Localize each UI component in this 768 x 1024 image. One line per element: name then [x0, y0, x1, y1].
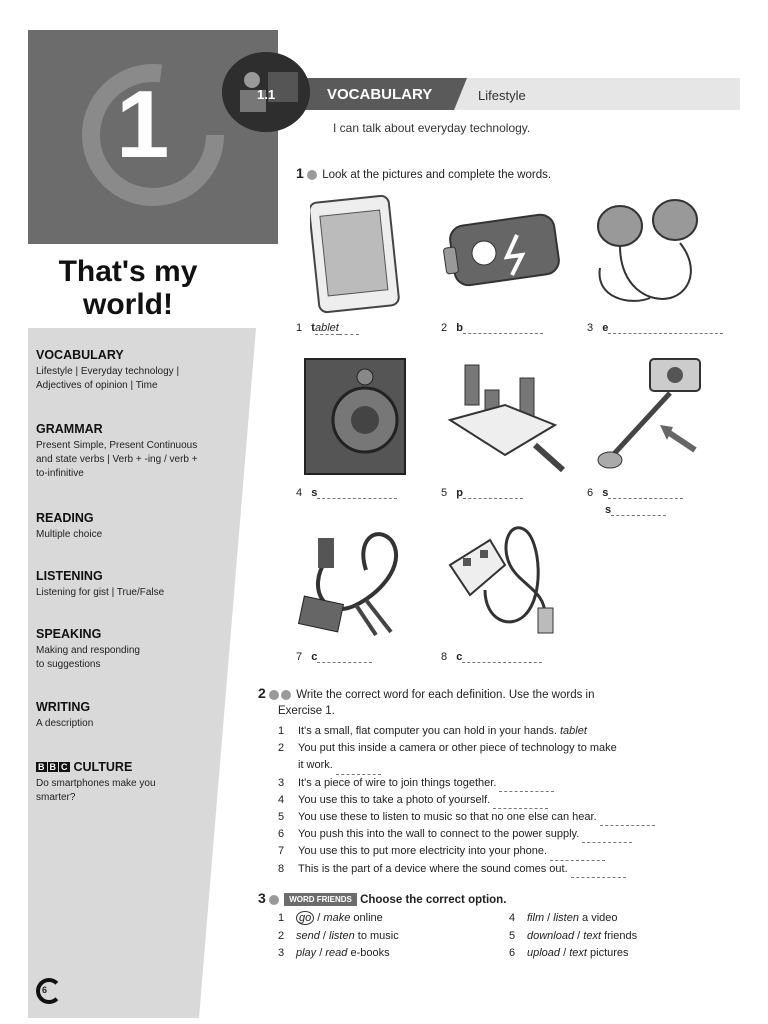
option-a[interactable]: upload	[527, 947, 561, 959]
list-item: 2 You put this inside a camera or other piece of technology to make it work.	[278, 740, 718, 774]
sidebar-culture	[36, 760, 236, 805]
sidebar-line: smarter?	[36, 792, 76, 803]
unit-title	[28, 255, 228, 321]
ex2-answer-input[interactable]	[571, 867, 626, 878]
difficulty-dot-icon	[281, 690, 291, 700]
sidebar-writing	[36, 700, 236, 731]
option-a[interactable]: film	[527, 912, 545, 924]
sidebar-line: to-infinitive	[36, 468, 84, 479]
list-item: 1 go / make online	[278, 912, 383, 924]
ex1-answer-input[interactable]	[317, 652, 372, 663]
page-number-badge	[36, 978, 62, 1004]
option-b[interactable]: listen	[329, 929, 355, 942]
exercise-instruction: Exercise 1.	[278, 705, 335, 717]
unit-title-line1: That's my	[58, 255, 198, 288]
sidebar-line: Do smartphones make you	[36, 778, 156, 789]
ex1-item-4: 4 s	[296, 487, 397, 499]
ex2-answer-input[interactable]: tablet	[559, 725, 587, 737]
exercise-number: 2	[258, 685, 266, 701]
ex2-list	[278, 723, 718, 878]
ex2-header	[258, 685, 678, 719]
ex1-item-6: 6 s	[587, 487, 683, 499]
cable-icon	[296, 520, 414, 640]
unit-title-line2: world!	[83, 288, 173, 321]
word-friends-badge: WORD FRIENDS	[284, 893, 357, 906]
option-b[interactable]: read	[325, 947, 348, 959]
sidebar-vocabulary	[36, 348, 236, 393]
sidebar-heading: SPEAKING	[36, 627, 102, 641]
ex3-header	[258, 890, 506, 906]
ex1-answer-input[interactable]	[462, 652, 542, 663]
list-item: 5 You use these to listen to music so that no one else can hear.	[278, 809, 718, 826]
speaker-icon	[303, 355, 411, 477]
sidebar-line: Present Simple, Present Continuous	[36, 440, 198, 451]
ex1-item-8: 8 c	[441, 651, 542, 663]
option-a[interactable]: play	[296, 947, 317, 959]
list-item: 3 It's a piece of wire to join things together.	[278, 775, 718, 792]
exercise-instruction: Write the correct word for each definition. Use the words in	[296, 689, 595, 701]
sidebar-reading	[36, 511, 236, 542]
sidebar-line: Multiple choice	[36, 529, 103, 540]
ex1-item-1: 1 tablet	[296, 322, 359, 335]
charger-icon	[445, 520, 555, 640]
ex1-answer-input[interactable]	[608, 488, 683, 499]
ex2-answer-input[interactable]	[582, 832, 632, 843]
sidebar-heading: B B C CULTURE	[38, 760, 133, 774]
sidebar-line: Lifestyle | Everyday technology |	[36, 366, 180, 377]
list-item: 7 You use this to put more electricity into your phone.	[278, 843, 718, 860]
ex1-item-2: 2 b	[441, 322, 543, 334]
sidebar-line: and state verbs | Verb + -ing / verb +	[36, 454, 198, 465]
earphones-icon	[590, 198, 715, 313]
difficulty-dot-icon	[269, 690, 279, 700]
ex1-item-6b: s	[605, 504, 666, 516]
exercise-instruction: Choose the correct option.	[360, 894, 507, 906]
page-number: 6	[42, 985, 48, 995]
list-item: 8 This is the part of a device where the sound comes out.	[278, 861, 718, 878]
unit-number: 1	[116, 71, 170, 178]
section-label: VOCABULARY	[327, 86, 433, 103]
ex1-answer-input[interactable]	[317, 488, 397, 499]
ex1-item-7: 7 c	[296, 651, 372, 663]
sidebar-heading: READING	[36, 511, 94, 525]
bbc-logo: B B C	[38, 762, 68, 772]
sidebar-line: Listening for gist | True/False	[36, 587, 165, 598]
sidebar-speaking	[36, 627, 236, 672]
list-item: 6 You push this into the wall to connect to the power supply.	[278, 826, 718, 843]
list-item: 5 download / text friends	[509, 929, 638, 942]
difficulty-dot-icon	[307, 170, 317, 180]
exercise-number: 3	[258, 890, 266, 906]
list-item: 6 upload / text pictures	[509, 947, 629, 959]
ex2-answer-input[interactable]	[493, 798, 548, 809]
exercise-instruction: Look at the pictures and complete the words.	[322, 169, 552, 181]
ex1-answer-input[interactable]	[463, 323, 543, 334]
sidebar-line: Adjectives of opinion | Time	[36, 380, 158, 391]
sidebar-heading: GRAMMAR	[36, 422, 103, 436]
lesson-number: 1.1	[257, 87, 276, 102]
option-a[interactable]: send	[296, 929, 320, 942]
ex2-answer-input[interactable]	[600, 815, 655, 826]
ex1-item-3: 3 e	[587, 322, 723, 334]
ex1-answer-input[interactable]: ablet	[314, 322, 339, 334]
option-b[interactable]: make	[323, 912, 351, 924]
option-a[interactable]: download	[527, 929, 575, 942]
ex3-right-column	[509, 910, 739, 963]
ex1-answer-input[interactable]	[608, 323, 723, 334]
sidebar-heading: WRITING	[36, 700, 91, 714]
tablet-icon	[310, 195, 405, 315]
topic-label: Lifestyle	[478, 88, 526, 103]
list-item: 1 It's a small, flat computer you can hold in your hands. tablet	[278, 725, 587, 737]
battery-icon	[442, 205, 567, 290]
sidebar-grammar	[36, 422, 236, 481]
sidebar-line: to suggestions	[36, 659, 101, 670]
ex3-left-column	[278, 910, 508, 963]
difficulty-dot-icon	[269, 895, 279, 905]
option-a[interactable]: go	[296, 911, 314, 925]
list-item: 3 play / read e-books	[278, 947, 390, 959]
list-item: 4 You use this to take a photo of yourself.	[278, 792, 718, 809]
option-b[interactable]: text	[583, 929, 601, 942]
sidebar-heading: VOCABULARY	[36, 348, 124, 362]
plug-icon	[445, 360, 565, 475]
sidebar-line: Making and responding	[36, 645, 140, 656]
ex2-answer-input[interactable]	[336, 764, 381, 775]
selfie-stick-icon	[595, 355, 705, 475]
lesson-objective: I can talk about everyday technology.	[333, 121, 531, 135]
ex1-header	[296, 165, 551, 181]
option-b[interactable]: listen	[553, 912, 579, 924]
option-b[interactable]: text	[569, 947, 587, 959]
ex2-answer-input[interactable]	[550, 850, 605, 861]
ex1-answer-input[interactable]	[611, 505, 666, 516]
sidebar-heading: LISTENING	[36, 569, 103, 583]
ex2-answer-input[interactable]	[499, 781, 554, 792]
exercise-number: 1	[296, 165, 304, 181]
list-item: 2 send / listen to music	[278, 929, 399, 942]
ex1-item-5: 5 p	[441, 487, 523, 499]
sidebar-line: A description	[36, 718, 94, 729]
list-item: 4 film / listen a video	[509, 912, 618, 924]
sidebar-listening	[36, 569, 236, 600]
ex1-answer-input[interactable]	[463, 488, 523, 499]
